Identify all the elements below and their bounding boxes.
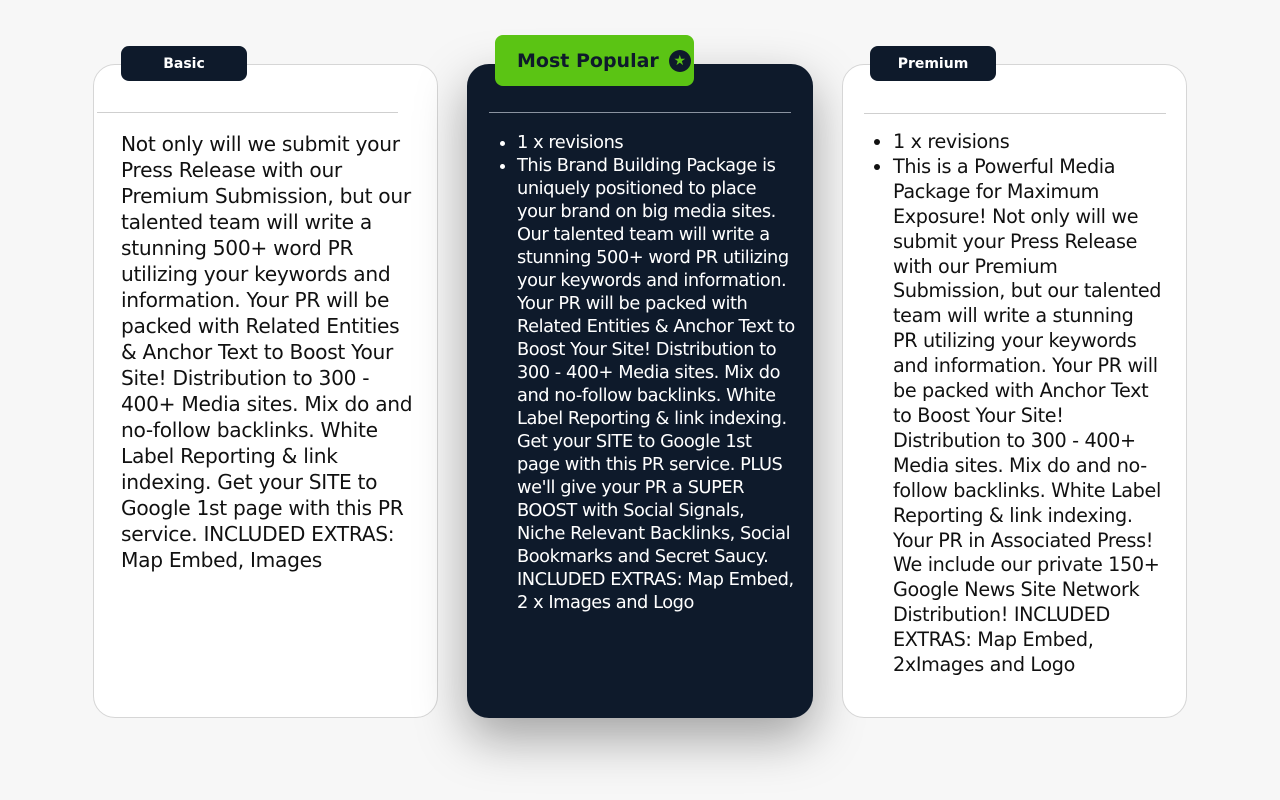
divider: [97, 112, 398, 113]
plan-badge-label: Basic: [163, 55, 205, 72]
feature-item: • This is a Powerful Media Package for Maximum Exposure! Not only will we submit your Press Release with our Premium Submission, but our talented team will write a stunning PR utilizing your keywords and information. Your PR will be packed with Anchor Text to Boost Your Site! Distribution to 300 - 400+ Media sites. Mix do and no-follow backlinks. White Label Reporting & link indexing. Your PR in Associated Press! We include our private 150+ Google News Site Network Distribution! INCLUDED EXTRAS: Map Embed, 2xImages and Logo: [893, 155, 1163, 678]
star-icon: ★: [669, 50, 691, 72]
feature-item: • 1 x revisions: [517, 131, 797, 154]
feature-item: • 1 x revisions: [893, 130, 1163, 155]
plan-features-popular: [517, 131, 797, 614]
divider: [489, 112, 791, 113]
plan-badge-popular: [495, 35, 694, 86]
feature-item: • This Brand Building Package is uniquely positioned to place your brand on big media sites. Our talented team will write a stunning 500+ word PR utilizing your keywords and information. Your PR will be packed with Related Entities & Anchor Text to Boost Your Site! Distribution to 300 - 400+ Media sites. Mix do and no-follow backlinks. White Label Reporting & link indexing. Get your SITE to Google 1st page with this PR service. PLUS we'll give your PR a SUPER BOOST with Social Signals, Niche Relevant Backlinks, Social Bookmarks and Secret Saucy. INCLUDED EXTRAS: Map Embed, 2 x Images and Logo: [517, 154, 797, 614]
plan-badge-basic: [121, 46, 247, 81]
plan-features-premium: [893, 130, 1163, 678]
plan-badge-premium: [870, 46, 996, 81]
plan-badge-label: Premium: [897, 55, 969, 72]
divider: [864, 113, 1166, 114]
plan-description-basic: Not only will we submit your Press Release with our Premium Submission, but our talented team will write a stunning 500+ word PR utilizing your keywords and information. Your PR will be packed with Related Entities & Anchor Text to Boost Your Site! Distribution to 300 - 400+ Media sites. Mix do and no-follow backlinks. White Label Reporting & link indexing. Get your SITE to Google 1st page with this PR service. INCLUDED EXTRAS: Map Embed, Images: [121, 132, 413, 572]
plan-badge-label: Most Popular: [517, 49, 659, 72]
